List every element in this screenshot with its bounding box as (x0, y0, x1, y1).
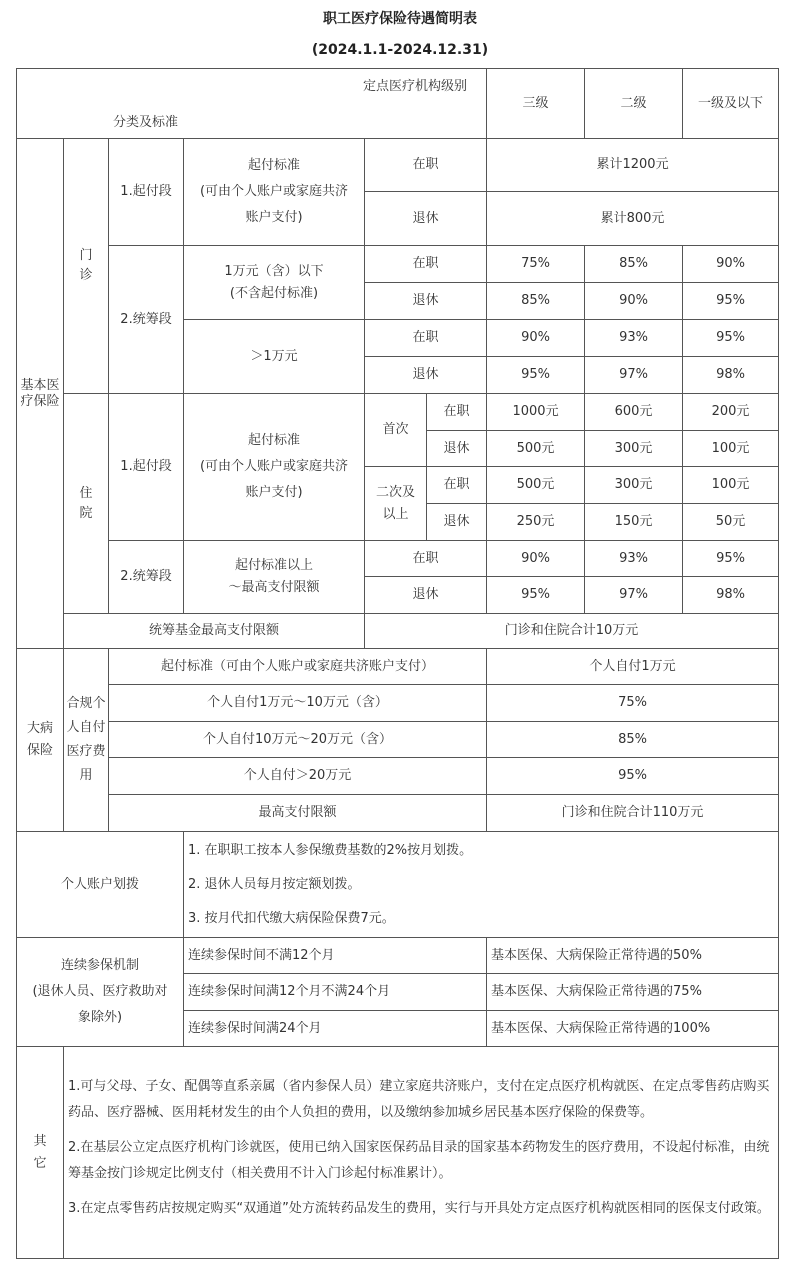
continuous-condition: 连续参保时间满12个月不满24个月 (184, 974, 487, 1011)
rate-cell: 90% (683, 246, 779, 283)
serious-row-label: 个人自付10万元～20万元（含） (109, 722, 487, 758)
status-employed: 在职 (365, 541, 487, 577)
continuous-condition: 连续参保时间不满12个月 (184, 938, 487, 974)
amount-cell: 600元 (585, 394, 683, 431)
personal-account-items: 1. 在职职工按本人参保缴费基数的2%按月划拨。 2. 退休人员每月按定额划拨。 3. 按月代扣代缴大病保险保费7元。 (184, 832, 779, 938)
serious-row-value: 门诊和住院合计110万元 (487, 795, 779, 832)
level-header-3: 三级 (487, 69, 585, 139)
outpatient-label: 门 诊 (64, 139, 109, 394)
status-employed: 在职 (365, 246, 487, 283)
amount-cell: 300元 (585, 467, 683, 504)
serious-illness-label: 大病 保险 (17, 649, 64, 832)
benefit-table (16, 68, 779, 1259)
serious-row-label: 最高支付限额 (109, 795, 487, 832)
status-employed: 在职 (427, 467, 487, 504)
ip-pool-label: 起付标准以上 ～最高支付限额 (184, 541, 365, 614)
status-retired: 退休 (427, 504, 487, 541)
serious-row-label: 个人自付＞20万元 (109, 758, 487, 795)
rate-cell: 93% (585, 320, 683, 357)
continuous-benefit: 基本医保、大病保险正常待遇的100% (487, 1011, 779, 1047)
inpatient-label: 住 院 (64, 394, 109, 614)
serious-row-value: 75% (487, 685, 779, 722)
amount-cell: 200元 (683, 394, 779, 431)
status-employed: 在职 (365, 139, 487, 192)
op-retired-total: 累计800元 (487, 192, 779, 246)
ip-second-label: 二次及 以上 (365, 467, 427, 541)
amount-cell: 500元 (487, 467, 585, 504)
pool-max-value: 门诊和住院合计10万元 (365, 614, 779, 649)
continuous-benefit: 基本医保、大病保险正常待遇的50% (487, 938, 779, 974)
personal-account-label: 个人账户划拨 (17, 832, 184, 938)
rate-cell: 75% (487, 246, 585, 283)
amount-cell: 50元 (683, 504, 779, 541)
serious-row-label: 个人自付1万元～10万元（含） (109, 685, 487, 722)
rate-cell: 85% (487, 283, 585, 320)
pool-max-label: 统筹基金最高支付限额 (64, 614, 365, 649)
op-tier1-label: 1万元（含）以下 (不含起付标准) (184, 246, 365, 320)
continuous-enrollment-label: 连续参保机制 (退休人员、医疗救助对 象除外) (17, 938, 184, 1047)
basic-insurance-label: 基本医 疗保险 (17, 139, 64, 649)
level-header-1: 一级及以下 (683, 69, 779, 139)
ip-deductible-segment: 1.起付段 (109, 394, 184, 541)
status-retired: 退休 (427, 431, 487, 467)
rate-cell: 90% (487, 541, 585, 577)
continuous-benefit: 基本医保、大病保险正常待遇的75% (487, 974, 779, 1011)
op-deductible-standard: 起付标准 (可由个人账户或家庭共济 账户支付) (184, 139, 365, 246)
rate-cell: 98% (683, 357, 779, 394)
ip-deductible-standard: 起付标准 (可由个人账户或家庭共济 账户支付) (184, 394, 365, 541)
ip-first-label: 首次 (365, 394, 427, 467)
amount-cell: 300元 (585, 431, 683, 467)
status-employed: 在职 (427, 394, 487, 431)
amount-cell: 100元 (683, 431, 779, 467)
amount-cell: 1000元 (487, 394, 585, 431)
op-pool-segment: 2.统筹段 (109, 246, 184, 394)
status-retired: 退休 (365, 577, 487, 614)
serious-scope-label: 合规个 人自付 医疗费 用 (64, 649, 109, 832)
rate-cell: 90% (585, 283, 683, 320)
category-label: 分类及标准 (113, 115, 179, 130)
continuous-condition: 连续参保时间满24个月 (184, 1011, 487, 1047)
rate-cell: 95% (683, 320, 779, 357)
rate-cell: 95% (487, 357, 585, 394)
other-label: 其 它 (17, 1047, 64, 1259)
status-employed: 在职 (365, 320, 487, 357)
serious-row-value: 85% (487, 722, 779, 758)
rate-cell: 95% (683, 283, 779, 320)
amount-cell: 250元 (487, 504, 585, 541)
rate-cell: 97% (585, 357, 683, 394)
rate-cell: 93% (585, 541, 683, 577)
amount-cell: 500元 (487, 431, 585, 467)
op-deductible-segment: 1.起付段 (109, 139, 184, 246)
page-title: 职工医疗保险待遇简明表 (323, 11, 477, 27)
rate-cell: 97% (585, 577, 683, 614)
status-retired: 退休 (365, 357, 487, 394)
period-subtitle: (2024.1.1-2024.12.31) (311, 42, 489, 58)
other-items: 1.可与父母、子女、配偶等直系亲属（省内参保人员）建立家庭共济账户，支付在定点医疗机构就医、在定点零售药店购买药品、医疗器械、医用耗材发生的由个人负担的费用，以及缴纳参加城乡居民基本医疗保险的保费等。 2.在基层公立定点医疗机构门诊就医，使用已纳入国家医保药品目录的国家基本药物发生的医疗费用，不设起付标准，由统筹基金按门诊规定比例支付（相关费用不计入门诊起付标准累计）。 3.在定点零售药店按规定购买“双通道”处方流转药品发生的费用，实行与开具处方定点医疗机构就医相同的医保支付政策。 (64, 1047, 779, 1259)
status-retired: 退休 (365, 192, 487, 246)
serious-row-label: 起付标准（可由个人账户或家庭共济账户支付） (109, 649, 487, 685)
status-retired: 退休 (365, 283, 487, 320)
rate-cell: 95% (683, 541, 779, 577)
op-tier2-label: ＞1万元 (184, 320, 365, 394)
header-corner-cell (17, 69, 487, 139)
amount-cell: 100元 (683, 467, 779, 504)
amount-cell: 150元 (585, 504, 683, 541)
level-header-2: 二级 (585, 69, 683, 139)
level-label: 定点医疗机构级别 (363, 79, 468, 94)
rate-cell: 90% (487, 320, 585, 357)
rate-cell: 95% (487, 577, 585, 614)
rate-cell: 98% (683, 577, 779, 614)
serious-row-value: 个人自付1万元 (487, 649, 779, 685)
rate-cell: 85% (585, 246, 683, 283)
ip-pool-segment: 2.统筹段 (109, 541, 184, 614)
op-employed-total: 累计1200元 (487, 139, 779, 192)
serious-row-value: 95% (487, 758, 779, 795)
